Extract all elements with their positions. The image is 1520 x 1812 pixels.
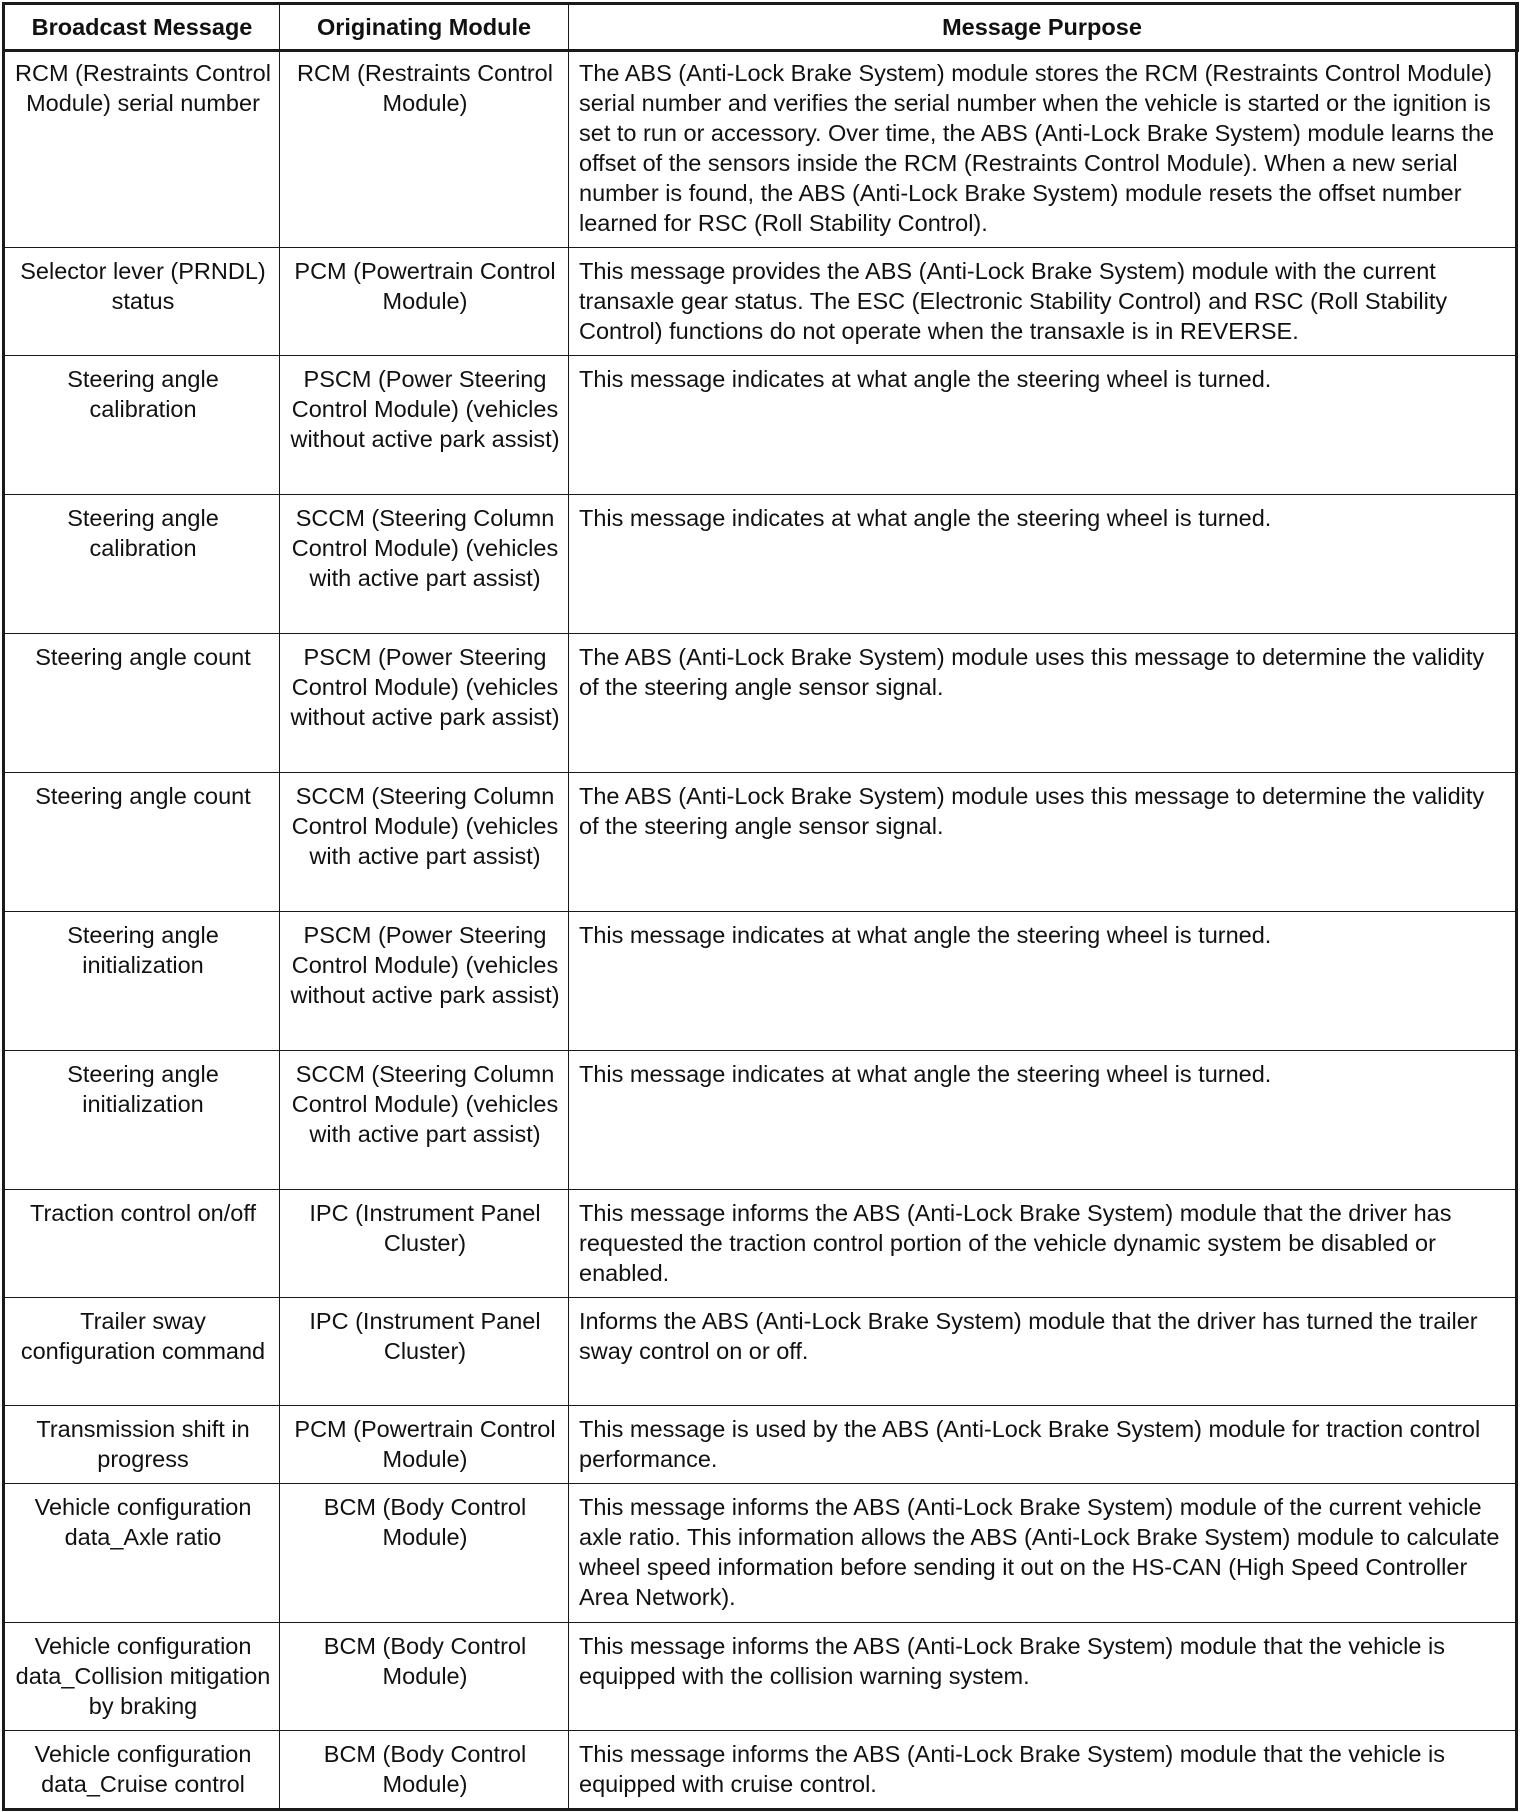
cell-originating-module: PSCM (Power Steering Control Module) (vehicles without active park assist) (280, 634, 569, 773)
cell-message-purpose: Informs the ABS (Anti-Lock Brake System) module that the driver has turned the trailer sway control on or off. (569, 1298, 1517, 1406)
cell-message-purpose: This message informs the ABS (Anti-Lock Brake System) module that the driver has requested the traction control portion of the vehicle dynamic system be disabled or enabled. (569, 1190, 1517, 1298)
cell-message-purpose: The ABS (Anti-Lock Brake System) module uses this message to determine the validity of the steering angle sensor signal. (569, 634, 1517, 773)
cell-originating-module: IPC (Instrument Panel Cluster) (280, 1298, 569, 1406)
table-row (4, 356, 1517, 495)
table-body (4, 50, 1517, 1810)
cell-originating-module: BCM (Body Control Module) (280, 1623, 569, 1731)
cell-broadcast-message: Steering angle count (4, 634, 280, 773)
cell-message-purpose: This message provides the ABS (Anti-Lock Brake System) module with the current transaxle gear status. The ESC (Electronic Stability Control) and RSC (Roll Stability Control) functions do not operate when the transaxle is in REVERSE. (569, 248, 1517, 356)
cell-originating-module: RCM (Restraints Control Module) (280, 50, 569, 248)
table-row (4, 50, 1517, 248)
cell-broadcast-message: Transmission shift in progress (4, 1406, 280, 1484)
cell-broadcast-message: Traction control on/off (4, 1190, 280, 1298)
cell-message-purpose: This message is used by the ABS (Anti-Lock Brake System) module for traction control performance. (569, 1406, 1517, 1484)
cell-broadcast-message: RCM (Restraints Control Module) serial number (4, 50, 280, 248)
header-broadcast-message: Broadcast Message (4, 4, 280, 50)
cell-originating-module: BCM (Body Control Module) (280, 1484, 569, 1623)
cell-broadcast-message: Vehicle configuration data_Collision mitigation by braking (4, 1623, 280, 1731)
cell-broadcast-message: Steering angle initialization (4, 1051, 280, 1190)
cell-message-purpose: The ABS (Anti-Lock Brake System) module stores the RCM (Restraints Control Module) serial number and verifies the serial number when the vehicle is started or the ignition is set to run or accessory. Over time, the ABS (Anti-Lock Brake System) module learns the offset of the sensors inside the RCM (Restraints Control Module). When a new serial number is found, the ABS (Anti-Lock Brake System) module resets the offset number learned for RSC (Roll Stability Control). (569, 50, 1517, 248)
cell-originating-module: PSCM (Power Steering Control Module) (vehicles without active park assist) (280, 912, 569, 1051)
table-row (4, 773, 1517, 912)
cell-broadcast-message: Trailer sway configuration command (4, 1298, 280, 1406)
broadcast-message-table (2, 2, 1518, 1811)
document-page (2, 2, 1515, 1811)
header-row (4, 4, 1517, 50)
cell-originating-module: PCM (Powertrain Control Module) (280, 248, 569, 356)
cell-originating-module: SCCM (Steering Column Control Module) (vehicles with active part assist) (280, 1051, 569, 1190)
cell-broadcast-message: Steering angle initialization (4, 912, 280, 1051)
cell-message-purpose: The ABS (Anti-Lock Brake System) module uses this message to determine the validity of the steering angle sensor signal. (569, 773, 1517, 912)
cell-message-purpose: This message indicates at what angle the steering wheel is turned. (569, 495, 1517, 634)
cell-broadcast-message: Steering angle calibration (4, 495, 280, 634)
cell-message-purpose: This message indicates at what angle the steering wheel is turned. (569, 356, 1517, 495)
cell-message-purpose: This message informs the ABS (Anti-Lock Brake System) module that the vehicle is equipped with cruise control. (569, 1731, 1517, 1810)
cell-broadcast-message: Vehicle configuration data_Cruise control (4, 1731, 280, 1810)
cell-originating-module: PSCM (Power Steering Control Module) (vehicles without active park assist) (280, 356, 569, 495)
table-row (4, 248, 1517, 356)
table-row (4, 1623, 1517, 1731)
cell-originating-module: BCM (Body Control Module) (280, 1731, 569, 1810)
table-row (4, 495, 1517, 634)
table-row (4, 1190, 1517, 1298)
table-row (4, 1051, 1517, 1190)
cell-broadcast-message: Steering angle calibration (4, 356, 280, 495)
cell-message-purpose: This message indicates at what angle the steering wheel is turned. (569, 1051, 1517, 1190)
table-row (4, 1406, 1517, 1484)
header-message-purpose: Message Purpose (569, 4, 1517, 50)
cell-message-purpose: This message indicates at what angle the steering wheel is turned. (569, 912, 1517, 1051)
cell-message-purpose: This message informs the ABS (Anti-Lock Brake System) module of the current vehicle axle ratio. This information allows the ABS (Anti-Lock Brake System) module to calculate wheel speed information before sending it out on the HS-CAN (High Speed Controller Area Network). (569, 1484, 1517, 1623)
cell-originating-module: SCCM (Steering Column Control Module) (vehicles with active part assist) (280, 495, 569, 634)
header-originating-module: Originating Module (280, 4, 569, 50)
cell-originating-module: SCCM (Steering Column Control Module) (vehicles with active part assist) (280, 773, 569, 912)
cell-message-purpose: This message informs the ABS (Anti-Lock Brake System) module that the vehicle is equipped with the collision warning system. (569, 1623, 1517, 1731)
cell-broadcast-message: Vehicle configuration data_Axle ratio (4, 1484, 280, 1623)
table-row (4, 1484, 1517, 1623)
table-header (4, 4, 1517, 50)
table-row (4, 912, 1517, 1051)
table-row (4, 1731, 1517, 1810)
cell-broadcast-message: Steering angle count (4, 773, 280, 912)
cell-originating-module: PCM (Powertrain Control Module) (280, 1406, 569, 1484)
table-row (4, 634, 1517, 773)
cell-broadcast-message: Selector lever (PRNDL) status (4, 248, 280, 356)
cell-originating-module: IPC (Instrument Panel Cluster) (280, 1190, 569, 1298)
table-row (4, 1298, 1517, 1406)
